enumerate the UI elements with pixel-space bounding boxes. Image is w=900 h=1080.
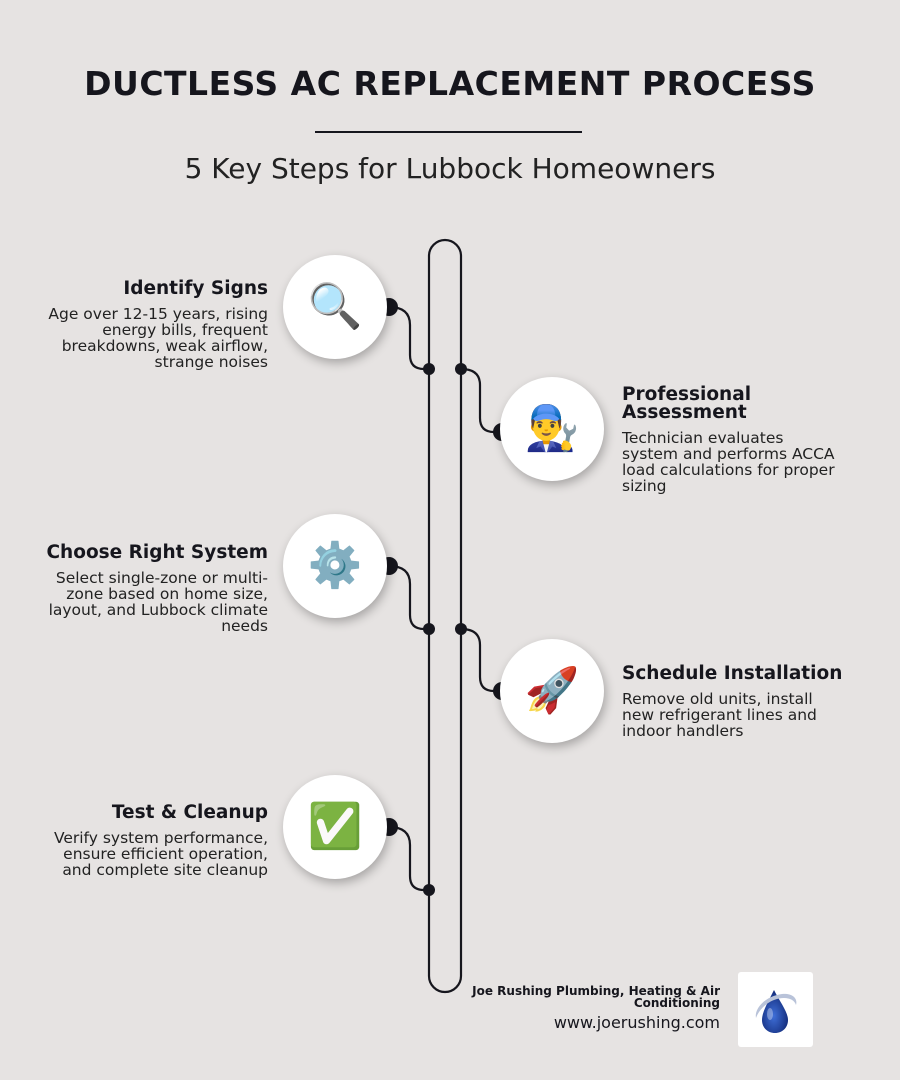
connector-step-1 bbox=[389, 307, 429, 369]
step-title: Test & Cleanup bbox=[111, 802, 268, 823]
step-choose-right-system bbox=[38, 544, 268, 634]
gear-icon: ⚙️ bbox=[283, 514, 387, 618]
step-description: Remove old units, install new refrigerant lines and indoor handlers bbox=[622, 690, 817, 740]
connector-step-2 bbox=[461, 369, 502, 432]
step-description: Technician evaluates system and performs ACCA load calculations for proper sizing bbox=[622, 429, 835, 495]
technician-icon: 👨‍🔧 bbox=[500, 377, 604, 481]
track-node-step-4 bbox=[455, 623, 467, 635]
company-logo bbox=[738, 972, 813, 1047]
step-description: Select single-zone or multi-zone based on home size, layout, and Lubbock climate needs bbox=[48, 569, 268, 635]
check-mark-icon: ✅ bbox=[283, 775, 387, 879]
step-description: Age over 12-15 years, rising energy bills, frequent breakdowns, weak airflow, strange noises bbox=[48, 305, 268, 371]
company-url: www.joerushing.com bbox=[553, 1013, 720, 1032]
step-test-and-cleanup bbox=[38, 804, 268, 878]
step-title: Professional Assessment bbox=[622, 384, 752, 423]
step-professional-assessment bbox=[622, 386, 852, 494]
timeline-track bbox=[429, 240, 461, 992]
step-title: Schedule Installation bbox=[622, 663, 843, 684]
step-description: Verify system performance, ensure efficient operation, and complete site cleanup bbox=[53, 829, 268, 879]
step-title: Identify Signs bbox=[123, 278, 268, 299]
connector-step-5 bbox=[389, 827, 429, 890]
magnifying-glass-icon: 🔍 bbox=[283, 255, 387, 359]
track-node-step-2 bbox=[455, 363, 467, 375]
track-node-step-1 bbox=[423, 363, 435, 375]
track-node-step-3 bbox=[423, 623, 435, 635]
step-title: Choose Right System bbox=[46, 542, 268, 563]
connector-step-4 bbox=[461, 629, 502, 691]
company-name: Joe Rushing Plumbing, Heating & Air Conditioning bbox=[472, 984, 720, 1010]
track-node-step-5 bbox=[423, 884, 435, 896]
step-identify-signs bbox=[38, 280, 268, 370]
rocket-icon: 🚀 bbox=[500, 639, 604, 743]
water-drop-logo-icon bbox=[738, 972, 813, 1047]
connector-step-3 bbox=[389, 566, 429, 629]
step-schedule-installation bbox=[622, 665, 852, 739]
page-title: DUCTLESS AC REPLACEMENT PROCESS bbox=[84, 64, 816, 103]
page-subtitle: 5 Key Steps for Lubbock Homeowners bbox=[184, 152, 716, 185]
